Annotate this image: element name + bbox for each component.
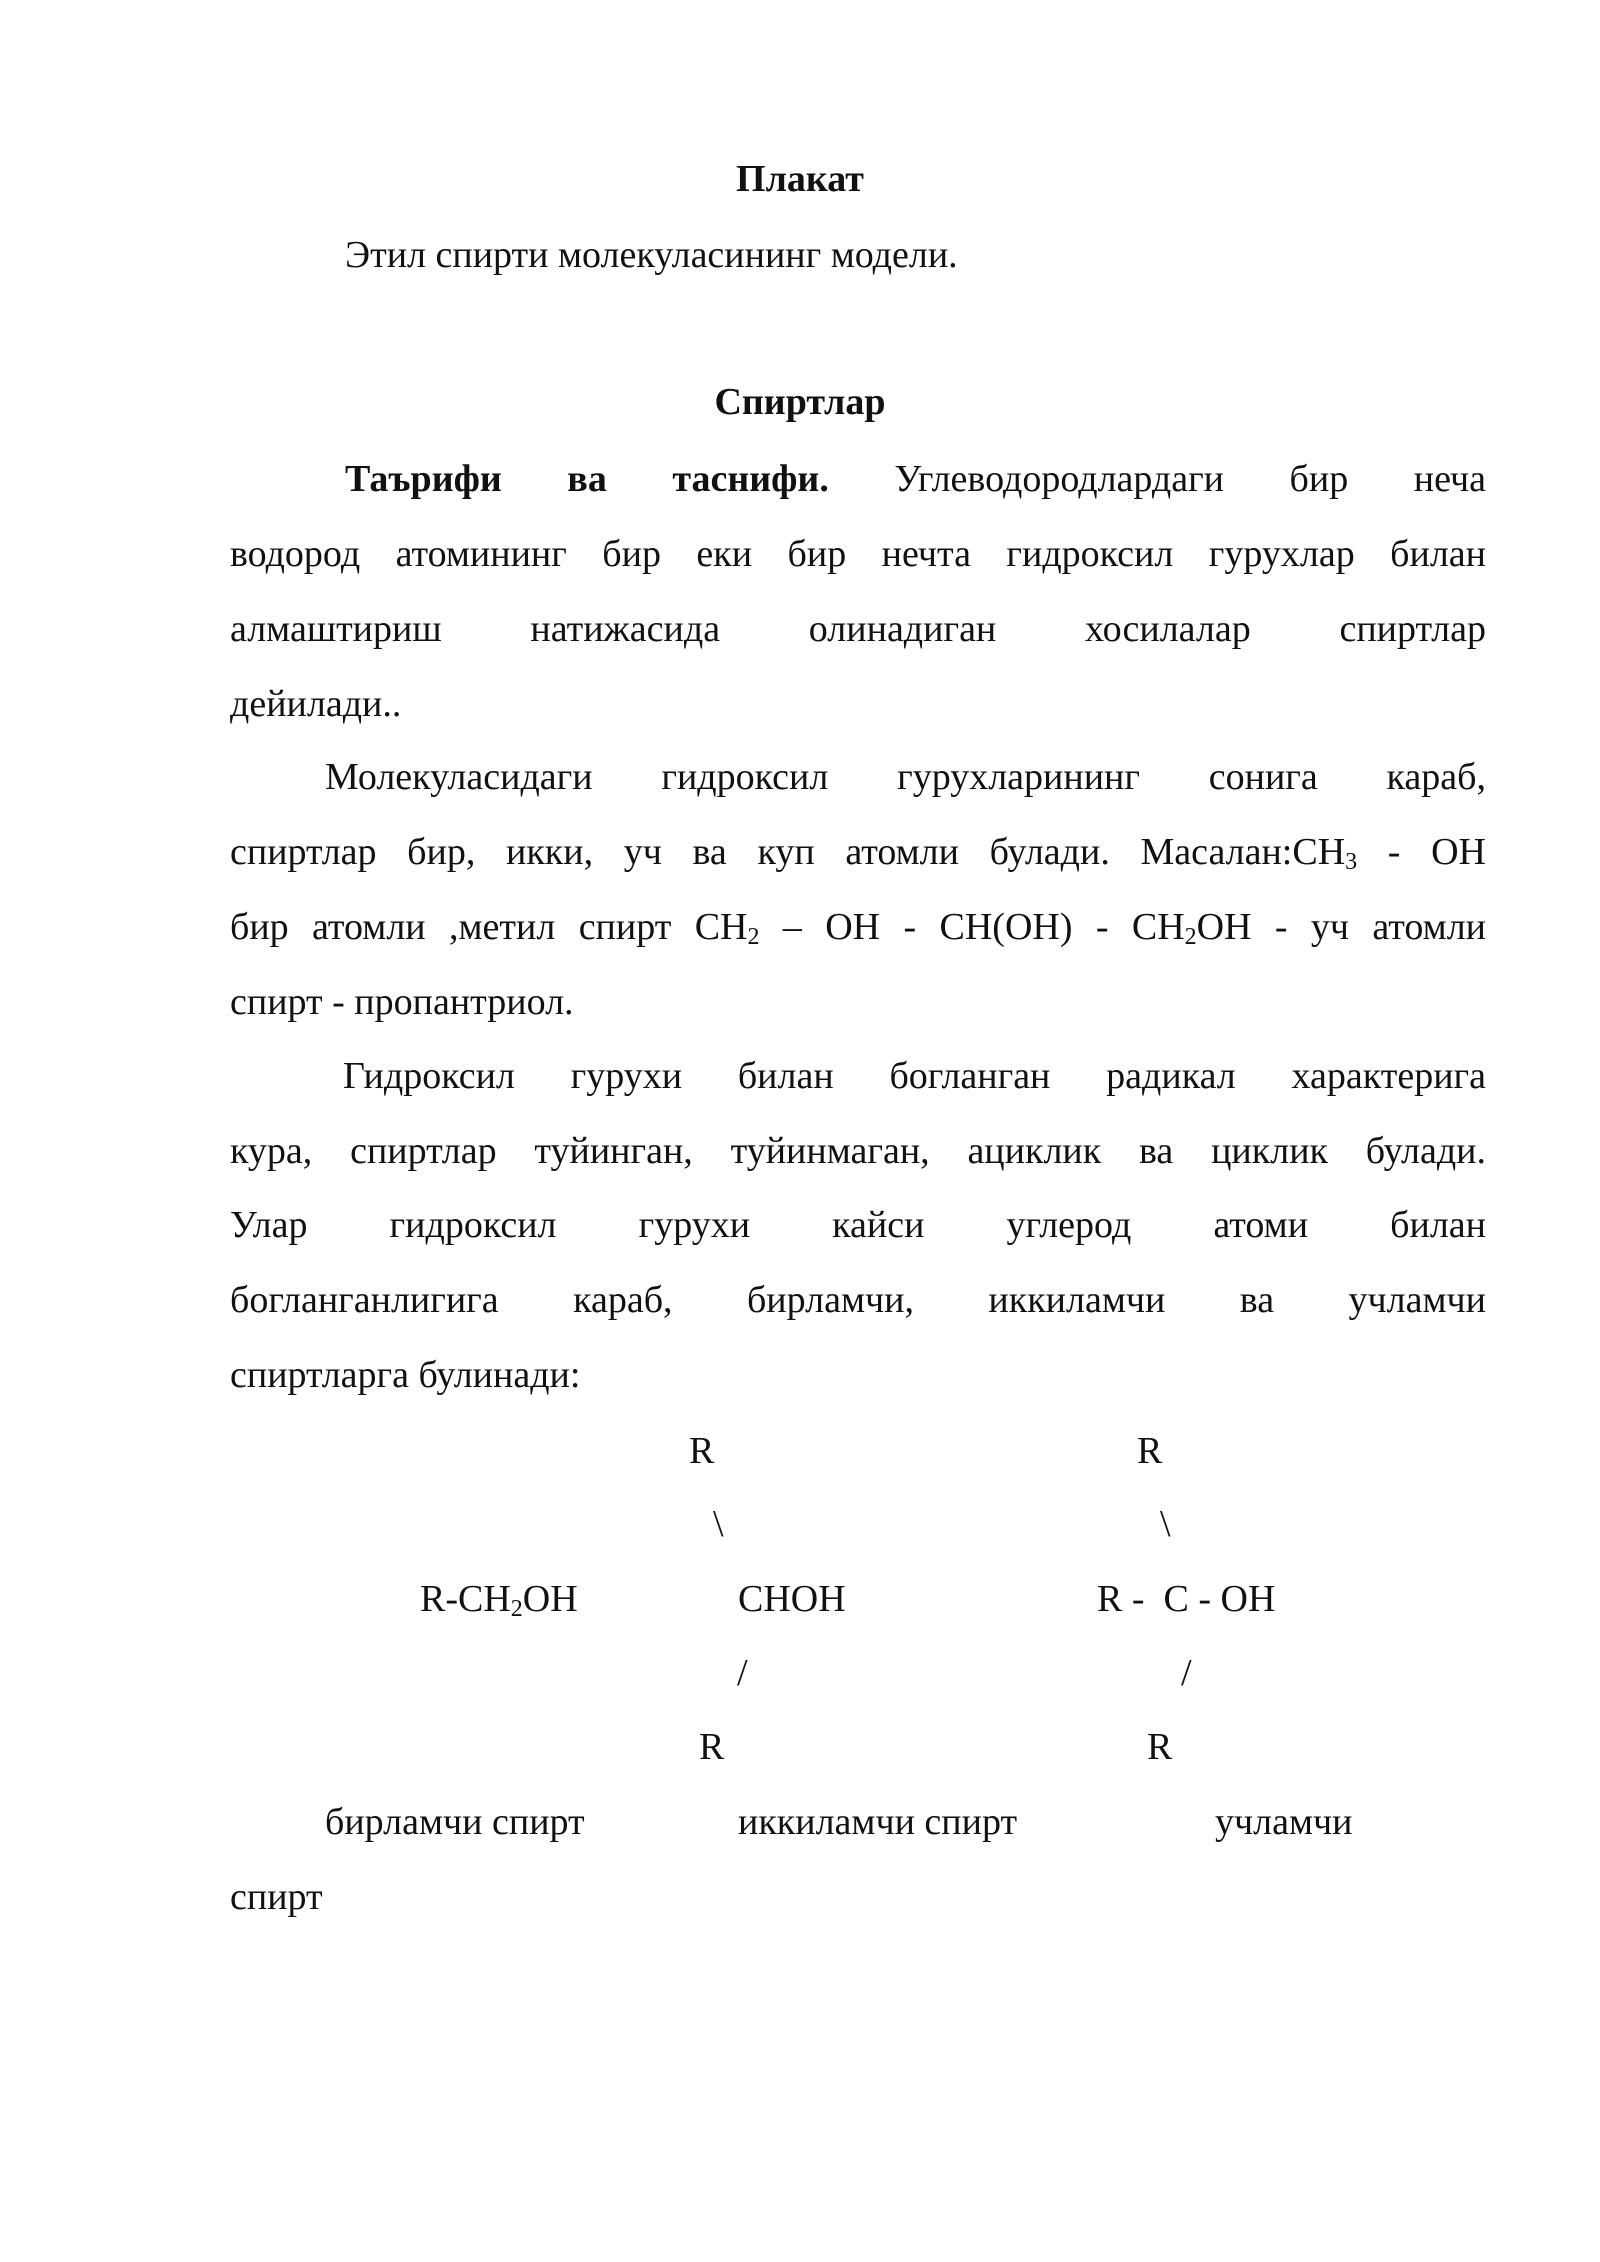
primary-formula — [420, 1578, 578, 1622]
text-span: – OH - CH(OH) - CH — [759, 906, 1185, 948]
text-span: бир атомли ,метил спирт CH — [230, 906, 748, 948]
paragraph-line: Молекуласидаги гидроксил гурухларининг сонига караб, — [325, 756, 1486, 798]
secondary-top-bond: \ — [713, 1503, 724, 1545]
subscript: 2 — [1184, 924, 1197, 950]
paragraph-line: дейилади.. — [230, 683, 402, 725]
paragraph-line: Гидроксил гурухи билан богланган радикал характерига — [343, 1055, 1486, 1097]
tertiary-bottom-r: R — [1147, 1726, 1173, 1768]
paragraph-line: спирт - пропантриол. — [230, 981, 574, 1023]
text-span: спиртлар бир, икки, уч ва куп атомли булади. Масалан:CH — [230, 831, 1346, 873]
tertiary-top-bond: \ — [1160, 1503, 1171, 1545]
subscript: 2 — [747, 924, 760, 950]
caption-secondary: иккиламчи спирт — [738, 1801, 1018, 1843]
subscript: 2 — [510, 1596, 523, 1622]
caption-primary: бирламчи спирт — [325, 1801, 585, 1843]
text-span: Углеводородлардаги бир неча — [894, 458, 1486, 500]
subscript: 3 — [1345, 849, 1358, 875]
caption-tertiary-cont: спирт — [230, 1876, 323, 1918]
paragraph-line: алмаштириш натижасида олинадиган хосилалар спиртлар — [230, 608, 1486, 650]
paragraph-line: водород атомининг бир еки бир нечта гидроксил гурухлар билан — [230, 533, 1486, 575]
page-subtitle: Этил спирти молекуласининг модели. — [345, 234, 958, 276]
section-heading: Спиртлар — [714, 381, 886, 423]
paragraph-line — [230, 906, 1487, 950]
text-span: - OH — [1357, 831, 1486, 873]
paragraph-line — [230, 831, 1486, 875]
paragraph-line: Улар гидроксил гурухи кайси углерод атоми билан — [230, 1204, 1486, 1246]
text-span: OH — [522, 1578, 578, 1620]
paragraph-line — [345, 460, 1486, 498]
secondary-formula: CHOH — [738, 1578, 846, 1620]
secondary-bottom-bond: / — [737, 1652, 748, 1694]
page-title: Плакат — [736, 158, 864, 200]
definition-lead: Таърифи ва таснифи. — [345, 458, 829, 500]
paragraph-line: спиртларга булинади: — [230, 1354, 581, 1396]
tertiary-bottom-bond: / — [1181, 1652, 1192, 1694]
tertiary-top-r: R — [1137, 1430, 1163, 1472]
paragraph-line: кура, спиртлар туйинган, туйинмаган, ациклик ва циклик булади. — [230, 1130, 1486, 1172]
paragraph-line: богланганлигига караб, бирламчи, иккиламчи ва учламчи — [230, 1279, 1486, 1321]
caption-tertiary: учламчи — [1215, 1801, 1353, 1843]
tertiary-formula: R - C - OH — [1097, 1578, 1276, 1620]
text-span: R-CH — [420, 1578, 511, 1620]
text-span: OH - уч атомли — [1196, 906, 1487, 948]
secondary-top-r: R — [689, 1430, 715, 1472]
secondary-bottom-r: R — [699, 1726, 725, 1768]
